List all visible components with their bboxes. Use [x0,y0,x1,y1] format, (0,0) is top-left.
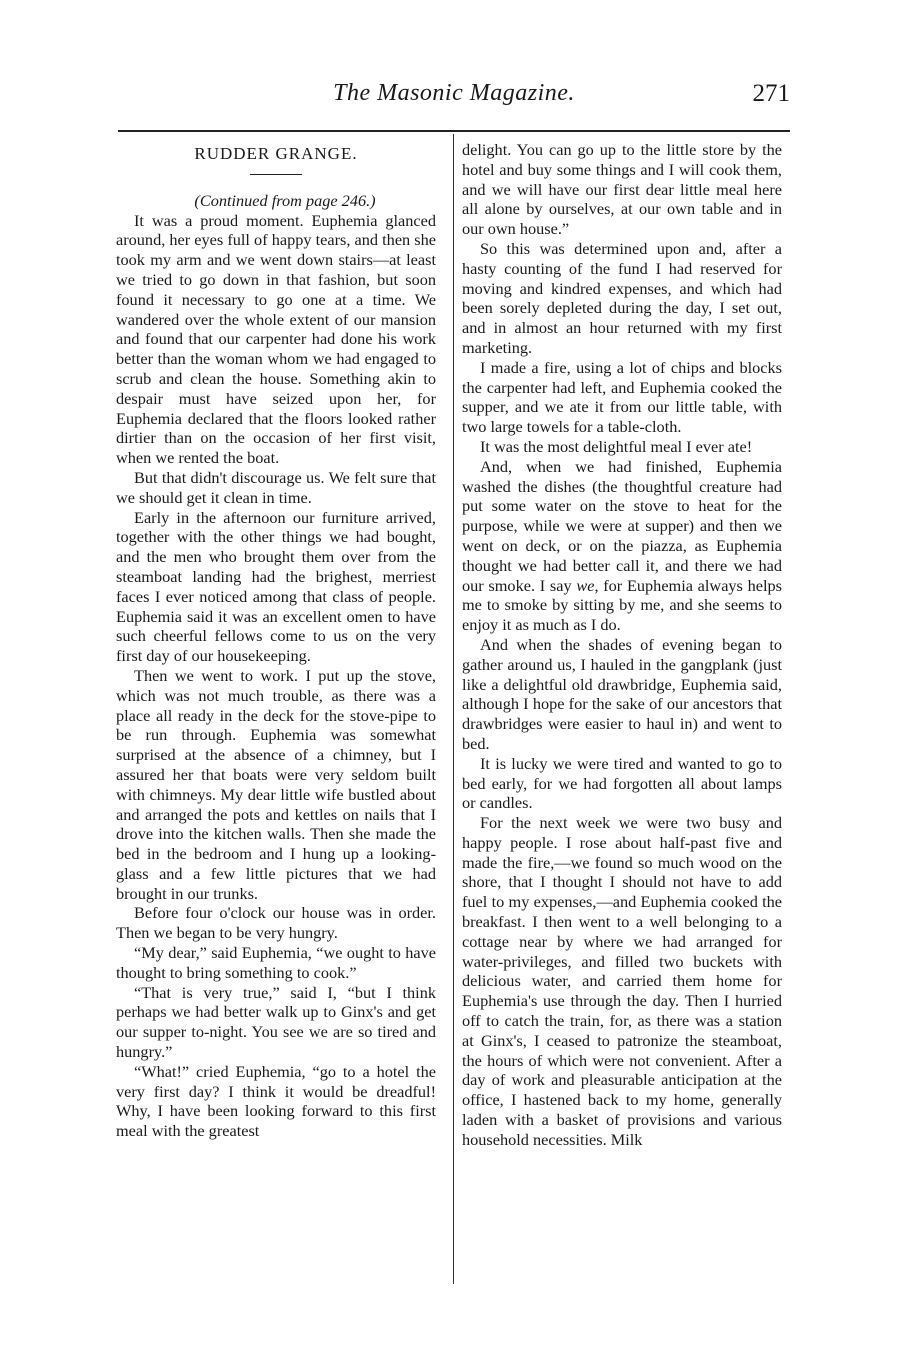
paragraph: So this was determined upon and, after a hasty counting of the fund I had reserved for moving and kindred expenses, and which had been sorely depleted during the day, I set out, and in almost an hour returned with my first marketing. [462,238,782,357]
page-number: 271 [752,80,790,107]
paragraph: For the next week we were two busy and happy people. I rose about half-past five and made the fire,—we found so much wood on the shore, that I thought I should not have to add fuel to my expenses,—and Euphemia cooked the breakfast. I then went to a well belonging to a cottage near by where we had arranged for water-privileges, and filled two buckets with delicious water, and carried them home for Euphemia's use through the day. Then I hurried off to catch the train, for, as there was a station at Ginx's, I ceased to patronize the steamboat, the hours of which were not convenient. After a day of work and pleasurable anticipation at the office, I hastened back to my home, generally laden with a basket of provisions and various household necessities. Milk [462,813,782,1149]
paragraph: It was a proud moment. Euphemia glanced around, her eyes full of happy tears, and then she took my arm and we went down stairs—at least we tried to go down in that fashion, but soon found it necessary to go one at a time. We wandered over the whole extent of our mansion and found that our carpenter had done his work better than the woman whom we had engaged to scrub and clean the house. Something akin to despair must have seized upon her, for Euphemia declared that the floors looked rather dirtier than on the occasion of her first visit, when we rented the boat. [116,210,436,468]
column-divider [453,134,454,1284]
article-title: RUDDER GRANGE. [194,144,358,163]
paragraph: “My dear,” said Euphemia, “we ought to have thought to bring something to cook.” [116,943,436,982]
right-column [462,140,782,1150]
paragraph: Early in the afternoon our furniture arrived, together with the other things we had bought, and the men who brought them over from the steamboat landing had the brighest, merriest faces I ever noticed among that class of people. Euphemia said it was an excellent omen to have such cheerful fellows come to us on the very first day of our housekeeping. [116,507,436,666]
left-column [116,140,436,1141]
paragraph: “That is very true,” said I, “but I think perhaps we had better walk up to Ginx's and get our supper to-night. You see we are so tired and hungry.” [116,982,436,1062]
page-header [118,80,790,116]
paragraph-continuation: delight. You can go up to the little store by the hotel and buy some things and I will cook them, and we will have our first dear little meal here all alone by ourselves, at our own table and in our own house.” [462,140,782,239]
paragraph-text: I say [539,575,572,595]
running-title: The Masonic Magazine. [333,80,575,106]
header-rule [118,130,790,132]
paragraph: Then we went to work. I put up the stove, which was not much trouble, as there was a place all ready in the deck for the stove-pipe to be run through. Euphemia was somewhat surprised at the absence of a chimney, but I assured her that boats were very seldom built with chimneys. My dear little wife bustled about and arranged the pots and kettles on nails that I drove into the kitchen walls. Then she made the bed in the bedroom and I hung up a looking-glass and a few little pictures that we had brought in our trunks. [116,665,436,903]
paragraph: I made a fire, using a lot of chips and blocks the carpenter had left, and Euphemia cooked the supper, and we ate it from our little table, with two large towels for a table-cloth. [462,357,782,437]
paragraph: It was the most delightful meal I ever ate! [480,436,753,456]
paragraph-text: And, when we had finished, Euphemia washed the dishes (the thoughtful creature had put some water on the stove to heat for the purpose, while we were at supper) and then we went on deck, or on the piazza, as Euphemia thought we had better call it, and there we had our smoke. [462,456,782,595]
paragraph: Before four o'clock our house was in order. Then we began to be very hungry. [116,903,436,943]
paragraph: “What!” cried Euphemia, “go to a hotel the very first day? I think it would be dreadful! Why, I have been looking forward to this first meal with the greatest [116,1061,436,1141]
paragraph [462,457,782,635]
paragraph: But that didn't discourage us. We felt sure that we should get it clean in time. [116,467,436,507]
paragraph: And when the shades of evening began to gather around us, I hauled in the gangplank (just like a delightful old drawbridge, Euphemia said, although I hope for the sake of our ancestors that drawbridges were easier to haul in) and went to bed. [462,634,782,753]
title-rule [250,174,302,175]
continued-note: (Continued from page 246.) [194,190,376,210]
paragraph-text: , for Euphemia always helps me to smoke by sitting by me, and she seems to enjoy it as much as I do. [462,575,782,635]
paragraph: It is lucky we were tired and wanted to go to bed early, for we had forgotten all about lamps or candles. [462,753,782,813]
italic-word: we [576,575,595,595]
